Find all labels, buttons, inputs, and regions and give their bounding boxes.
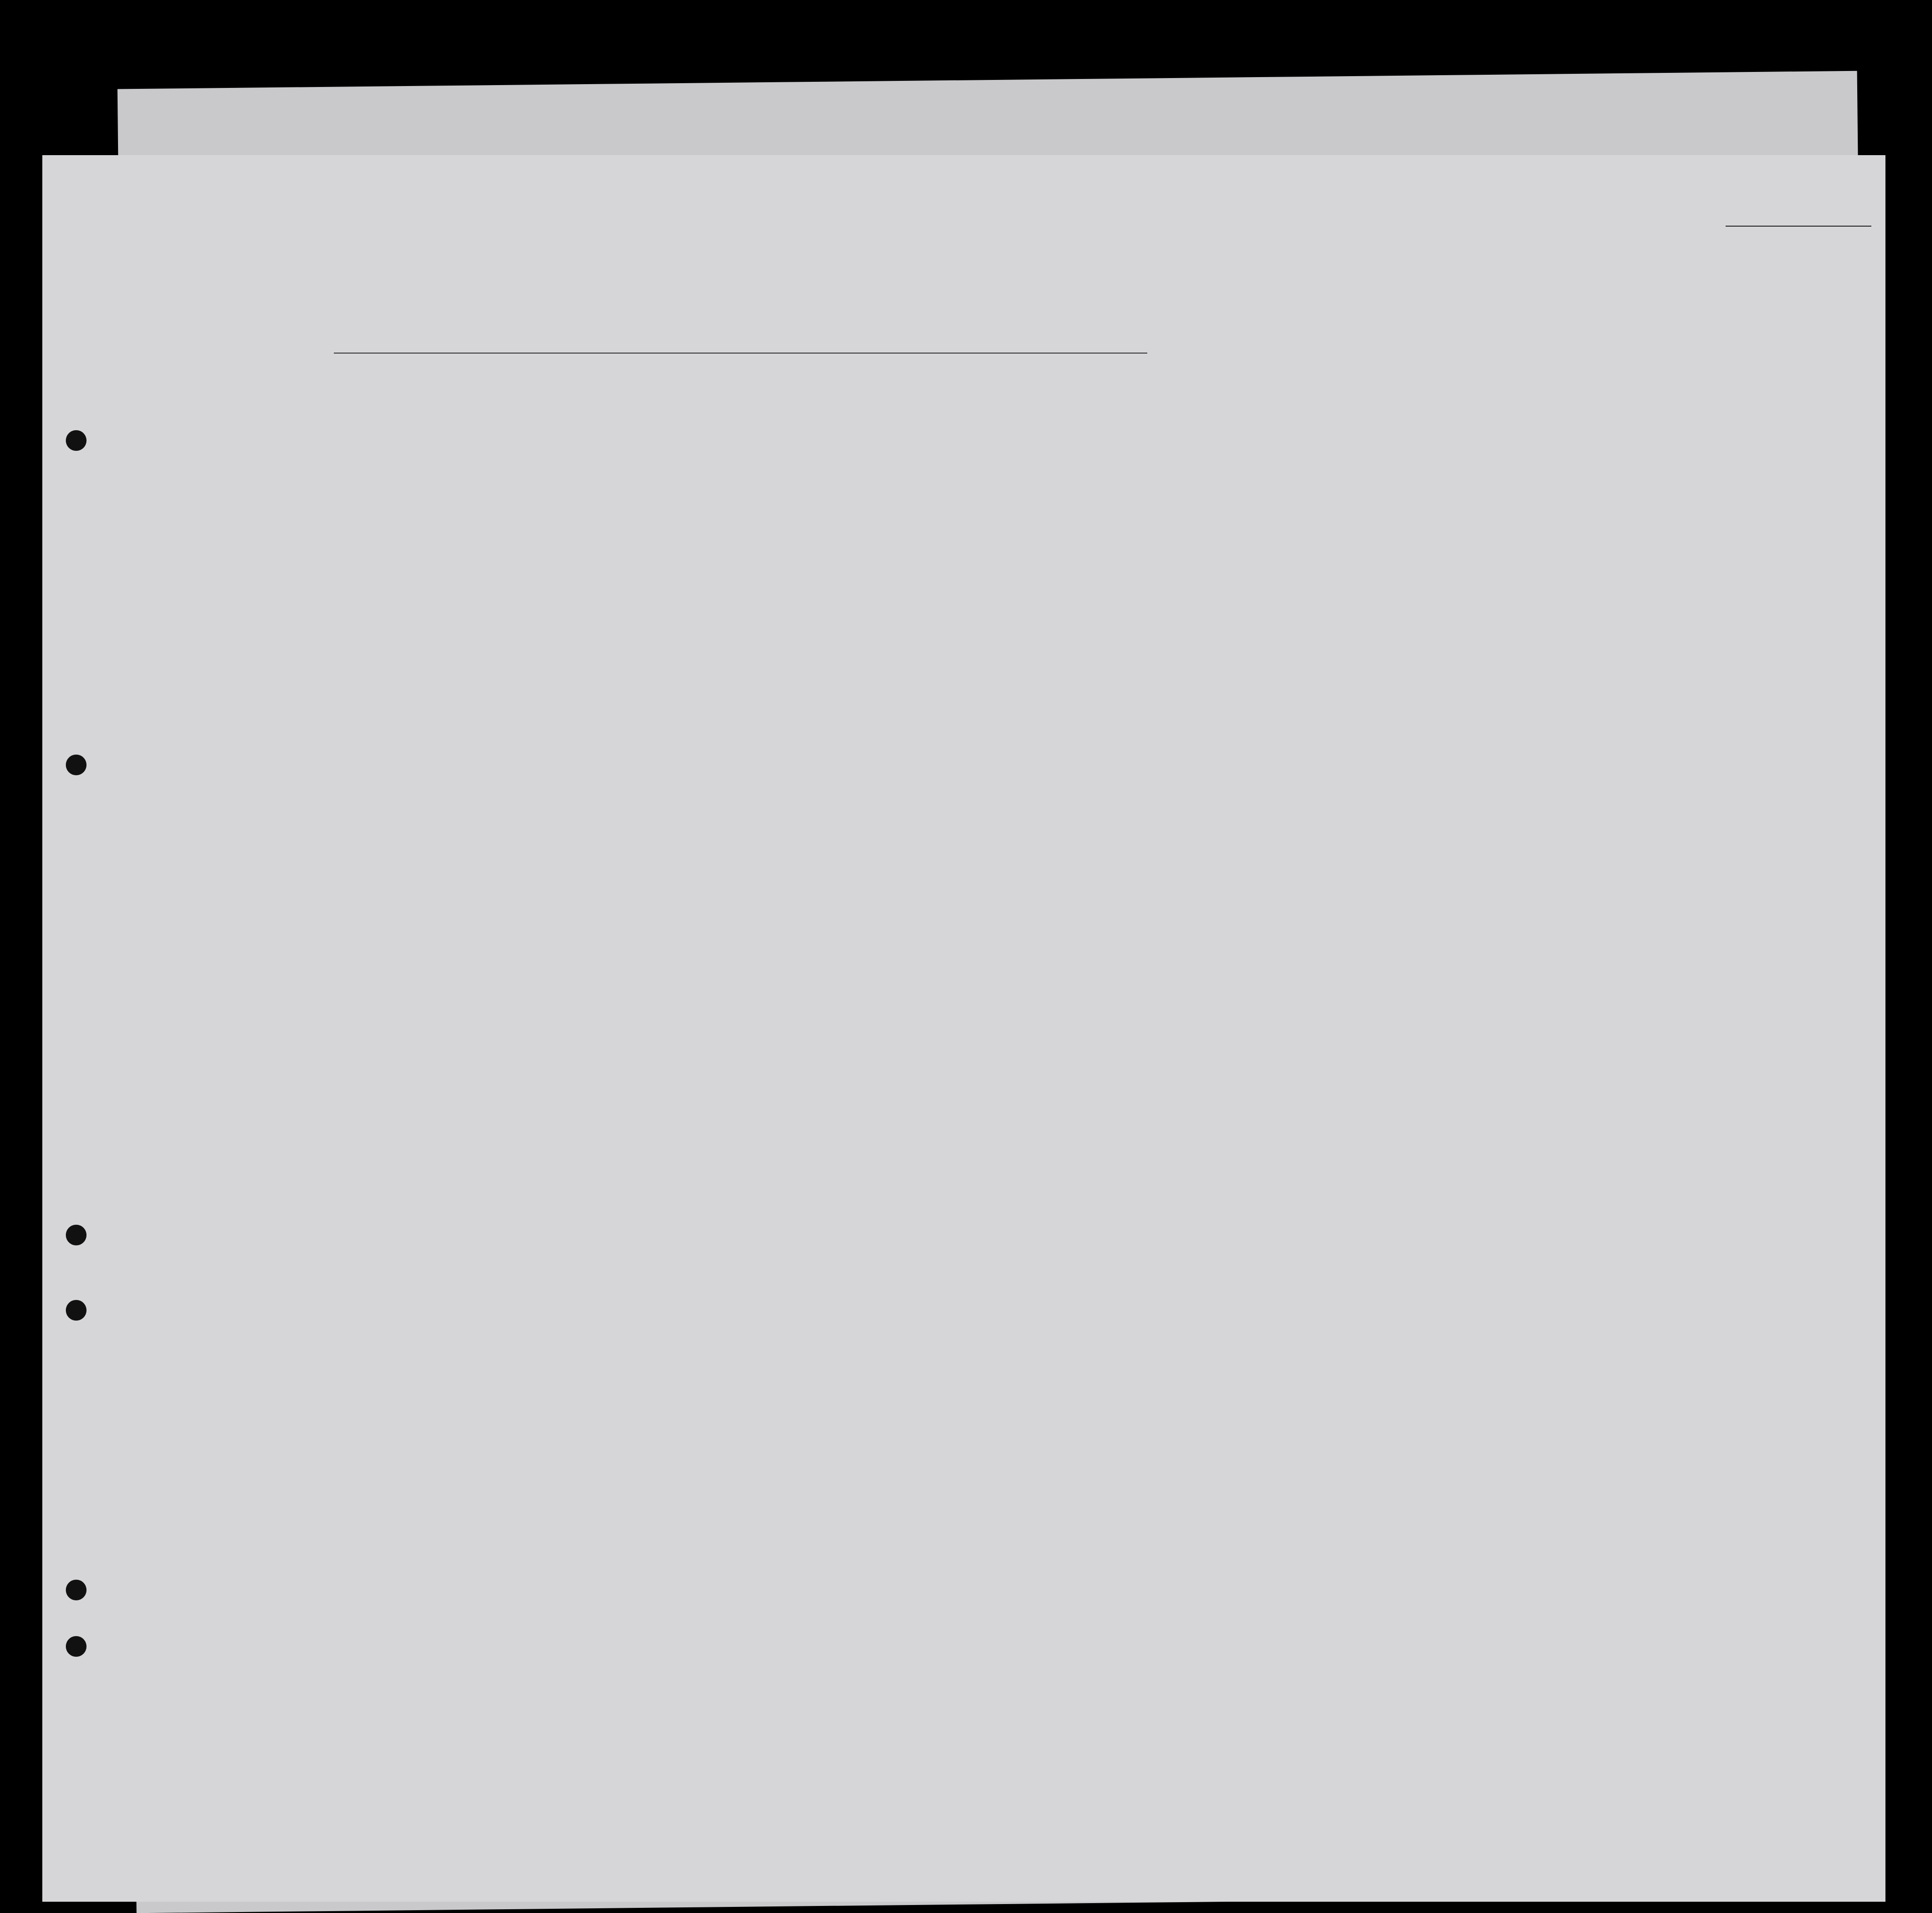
binder-hole <box>66 430 87 451</box>
header-purpose-length <box>1156 442 1184 564</box>
header-purpose-return <box>1124 442 1152 564</box>
header-prison <box>1222 423 1254 564</box>
header-purpose-citizen <box>1188 442 1216 564</box>
header-q31 <box>1435 423 1456 564</box>
binder-hole <box>66 1300 87 1321</box>
header-q28 <box>1319 423 1366 564</box>
binder-hole <box>66 1636 87 1657</box>
header-possession-50 <box>678 418 697 559</box>
header-ticket <box>559 418 577 559</box>
table-grid <box>42 155 1885 1902</box>
binder-hole <box>66 1225 87 1245</box>
header-q29 <box>1373 423 1411 564</box>
binder-hole <box>66 755 87 775</box>
manifest-sheet <box>42 155 1885 1902</box>
header-anarchist <box>1293 423 1312 564</box>
header-polygamist <box>1266 423 1285 564</box>
header-q30 <box>1412 423 1432 564</box>
binder-hole <box>66 1580 87 1600</box>
